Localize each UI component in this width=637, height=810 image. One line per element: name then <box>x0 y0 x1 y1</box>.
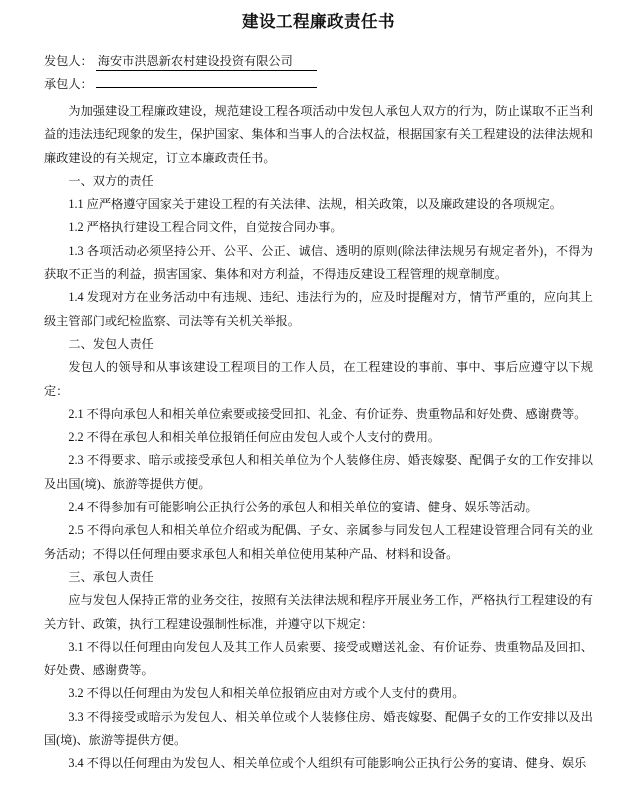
clause-2-5: 2.5 不得向承包人和相关单位介绍或为配偶、子女、亲属参与同发包人工程建设管理合同有关的业务活动；不得以任何理由要求承包人和相关单位使用某种产品、材料和设备。 <box>44 523 593 561</box>
clause-2-3: 2.3 不得要求、暗示或接受承包人和相关单位为个人装修住房、婚丧嫁娶、配偶子女的工作安排以及出国(境)、旅游等提供方便。 <box>44 453 593 491</box>
heading-section-3: 三、承包人责任 <box>68 569 154 584</box>
clause-3-1: 3.1 不得以任何理由向发包人及其工作人员索要、接受或赠送礼金、有价证券、贵重物品及回扣、好处费、感谢费等。 <box>44 639 593 678</box>
parties-section <box>44 50 593 95</box>
clause-3-2: 3.2 不得以任何理由为发包人和相关单位报销应由对方或个人支付的费用。 <box>68 686 465 701</box>
clause-2-1: 2.1 不得向承包人和相关单位索要或接受回扣、礼金、有价证券、贵重物品和好处费、感谢费等。 <box>68 406 587 421</box>
heading-section-1: 一、双方的责任 <box>68 173 154 188</box>
paragraph-intro: 为加强建设工程廉政建设，规范建设工程各项活动中发包人承包人双方的行为，防止谋取不正当利益的违法违纪现象的发生，保护国家、集体和当事人的合法权益，根据国家有关工程建设的法律法规和廉政建设的有关规定，订立本廉政责任书。 <box>44 104 593 165</box>
party-b-value <box>96 86 317 88</box>
party-b-row <box>44 73 593 96</box>
clause-2-2: 2.2 不得在承包人和相关单位报销任何应由发包人或个人支付的费用。 <box>68 430 441 445</box>
heading-section-2: 二、发包人责任 <box>68 336 154 351</box>
document-body <box>44 100 593 776</box>
paragraph-section-2-intro: 发包人的领导和从事该建设工程项目的工作人员，在工程建设的事前、事中、事后应遵守以下规定： <box>44 360 593 398</box>
clause-1-1: 1.1 应严格遵守国家关于建设工程的有关法律、法规，相关政策，以及廉政建设的各项规定。 <box>68 197 562 212</box>
clause-3-3: 3.3 不得接受或暗示为发包人、相关单位或个人装修住房、婚丧嫁娶、配偶子女的工作安排以及出国(境)、旅游等提供方便。 <box>44 709 593 748</box>
clause-1-3: 1.3 各项活动必须坚持公开、公平、公正、诚信、透明的原则(除法律法规另有规定者外)，不得为获取不正当的利益，损害国家、集体和对方利益，不得违反建设工程管理的规章制度。 <box>44 243 593 282</box>
party-a-value: 海安市洪恩新农村建设投资有限公司 <box>96 54 317 71</box>
clause-2-4: 2.4 不得参加有可能影响公正执行公务的承包人和相关单位的宴请、健身、娱乐等活动。 <box>68 500 538 515</box>
clause-1-4: 1.4 发现对方在业务活动中有违规、违纪、违法行为的，应及时提醒对方，情节严重的，应向其上级主管部门或纪检监察、司法等有关机关举报。 <box>44 290 593 328</box>
paragraph-section-3-intro: 应与发包人保持正常的业务交往，按照有关法律法规和程序开展业务工作，严格执行工程建设的有关方针、政策，执行工程建设强制性标准，并遵守以下规定： <box>44 593 593 631</box>
document-title: 建设工程廉政责任书 <box>242 12 395 31</box>
party-b-label: 承包人： <box>44 76 93 91</box>
party-a-label: 发包人： <box>44 54 93 68</box>
clause-3-4-truncated: 3.4 不得以任何理由为发包人、相关单位或个人组织有可能影响公正执行公务的宴请、健身、娱乐 <box>68 756 587 771</box>
party-a-row <box>44 50 593 73</box>
clause-1-2: 1.2 严格执行建设工程合同文件，自觉按合同办事。 <box>68 220 343 235</box>
